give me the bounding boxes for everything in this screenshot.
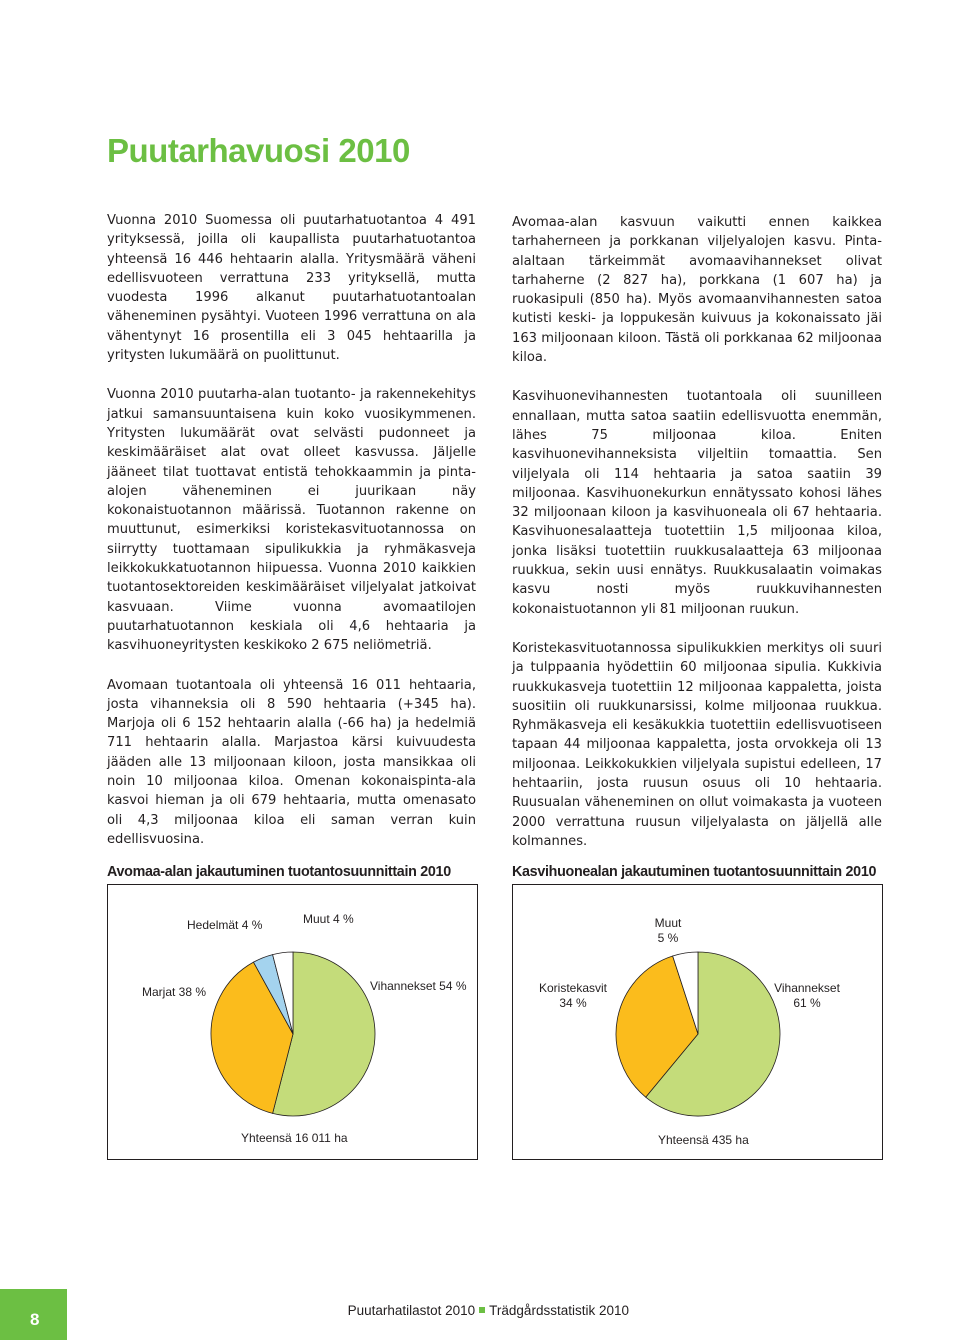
page-number: 8 xyxy=(30,1310,40,1329)
page-title: Puutarhavuosi 2010 xyxy=(107,132,410,169)
paragraph: Koristekasvituotannossa sipulikukkien merkitys oli suuri ja tulppaania hyödettiin 60 miljoonaa sipulia. Kukkivia ruukkukasveja tuotettiin 12 miljoonaa kappaletta, joista suositiin oli ruukkunarsissi, kolme miljoonaa ruukkua. Ryhmäkasveja eli kesäkukkia tuotettiin edellisvuotiseen tapaan 44 miljoonaa kappaletta, josta orvokkeja oli 13 miljoonaa. Leikkokukkien viljelyala supistui edelleen, 17 hehtaariin, josta ruusun osuus oli 10 hehtaaria. Ruusualan väheneminen on ollut voimakasta ja vuoteen 2000 verrattuna ruusun viljelyalasta on jäljellä alle kolmannes. xyxy=(512,640,882,849)
paragraph: Avomaa-alan kasvuun vaikutti ennen kaikkea tarhaherneen ja porkkanan viljelyalojen kasvu. Pinta-alaltaan tärkeimmät avomaavihannekset olivat tarhaherne (2 827 ha), porkkana (1 607 ha) ja ruokasipuli (850 ha). Myös avomaanvihannesten satoa kutisti keski- ja loppukesän kuivuus ja kokonaissato jäi 163 miljoonaan kiloon. Tästä oli porkkanaa 62 miljoonaa kiloa. xyxy=(512,215,882,366)
chart-title-kasvihuone: Kasvihuonealan jakautuminen tuotantosuunnittain 2010 xyxy=(512,864,877,880)
slice-label-muut: Muut 4 % xyxy=(303,912,354,926)
slice-label-muut: Muut 5 % xyxy=(654,916,682,945)
right-column xyxy=(512,213,882,871)
slice-label-hedelmat: Hedelmät 4 % xyxy=(187,918,263,932)
footer-separator xyxy=(479,1307,485,1313)
slice-label-vihannekset: Vihannekset 54 % xyxy=(370,979,467,993)
pie-chart-avomaa xyxy=(108,885,479,1161)
slice-label-koristekasvit: Koristekasvit 34 % xyxy=(538,981,608,1010)
footer-right: Trädgårdsstatistik 2010 xyxy=(489,1303,629,1318)
paragraph: Kasvihuonevihannesten tuotantoala oli suunilleen ennallaan, mutta satoa saatiin edellisvuotta enemmän, lähes 75 miljoonaa kiloa. Eniten kasvihuonevihanneksista viljeltiin tomaattia. Sen viljelyala oli 114 hehtaaria ja satoa saatiin 39 miljoonaa. Kasvihuonekurkun ennätyssato kohosi lähes 32 miljoonaan kiloon ja kasvihuoneala oli 67 hehtaaria. Kasvihuonesalaatteja tuotettiin 1,5 miljoonaa kiloa, jonka lisäksi tuotettiin ruukkusalaatteja 63 miljoonaa ruukkua, sekin uusi ennätys. Ruukkusalaatin voimakas kasvu nosti myös ruukkuvihannesten kokonaistuotannon yli 81 miljoonan ruukun. xyxy=(512,389,882,617)
chart-total-label: Yhteensä 16 011 ha xyxy=(241,1131,348,1145)
pie-chart-kasvihuone xyxy=(513,885,884,1161)
chart-total-label: Yhteensä 435 ha xyxy=(658,1133,749,1147)
paragraph: Vuonna 2010 puutarha-alan tuotanto- ja rakennekehitys jatkui samansuuntaisena kuin koko vuosikymmenen. Yritysten lukumäärät ovat selvästi pudonneet ja keskimääräiset alat ovat olleet kasvussa. Jäljelle jääneet tilat tuottavat entistä tehokkaammin ja pinta-alojen väheneminen ei juurikaan näy kokonaistuotannon määrissä. Tuotannon rakenne on muuttunut, esimerkiksi koristekasvituotannossa on siirrytty tuottamaan sipulikukkia ja ryhmäkasveja leikkokukkatuotannon hiipuessa. Vuonna 2010 kaikkien tuotantosektoreiden keskimääräiset viljelyalat jatkoivat kasvuaan. Viime vuonna avomaatilojen puutarhatuotannon keskiala oli 4,6 hehtaaria ja kasvihuoneyritysten keskikoko 2 675 neliömetriä. xyxy=(107,387,476,654)
left-column xyxy=(107,211,476,869)
chart-box-kasvihuone xyxy=(512,884,883,1160)
footer-left: Puutarhatilastot 2010 xyxy=(347,1303,476,1318)
chart-box-avomaa xyxy=(107,884,478,1160)
chart-title-avomaa: Avomaa-alan jakautuminen tuotantosuunnittain 2010 xyxy=(107,864,451,880)
footer-text xyxy=(348,1303,629,1318)
slice-label-marjat: Marjat 38 % xyxy=(142,985,207,999)
slice-label-vihannekset: Vihannekset 61 % xyxy=(774,981,840,1010)
paragraph: Vuonna 2010 Suomessa oli puutarhatuotantoa 4 491 yrityksessä, joilla oli kaupallista puutarhatuotantoa yhteensä 16 446 hehtaarin alalla. Yritysmäärä väheni edellisvuoteen verrattuna 233 yrityksellä, mutta vuodesta 1996 alkanut puutarhatuotantoalan väheneminen pysähtyi. Vuoteen 1996 verrattuna on ala vähentynyt 16 prosentilla eli 3 045 hehtaarilla ja yritysten lukumäärä on puolittunut. xyxy=(107,213,476,364)
paragraph: Avomaan tuotantoala oli yhteensä 16 011 hehtaaria, josta vihanneksia oli 8 590 hehtaaria (+345 ha). Marjoja oli 6 152 hehtaarin alalla (-66 ha) ja hedelmiä 711 hehtaarin alalla. Marjastoa kärsi kuivuudesta jääden alle 13 miljoonaan kiloon, josta mansikkaa oli noin 10 miljoonaa kiloa. Omenan kokonaispinta-ala kasvoi hieman ja oli 679 hehtaaria, mutta omenasato oli 4,3 miljoonaa kiloa eli saman verran kuin edellisvuosina. xyxy=(107,677,476,847)
